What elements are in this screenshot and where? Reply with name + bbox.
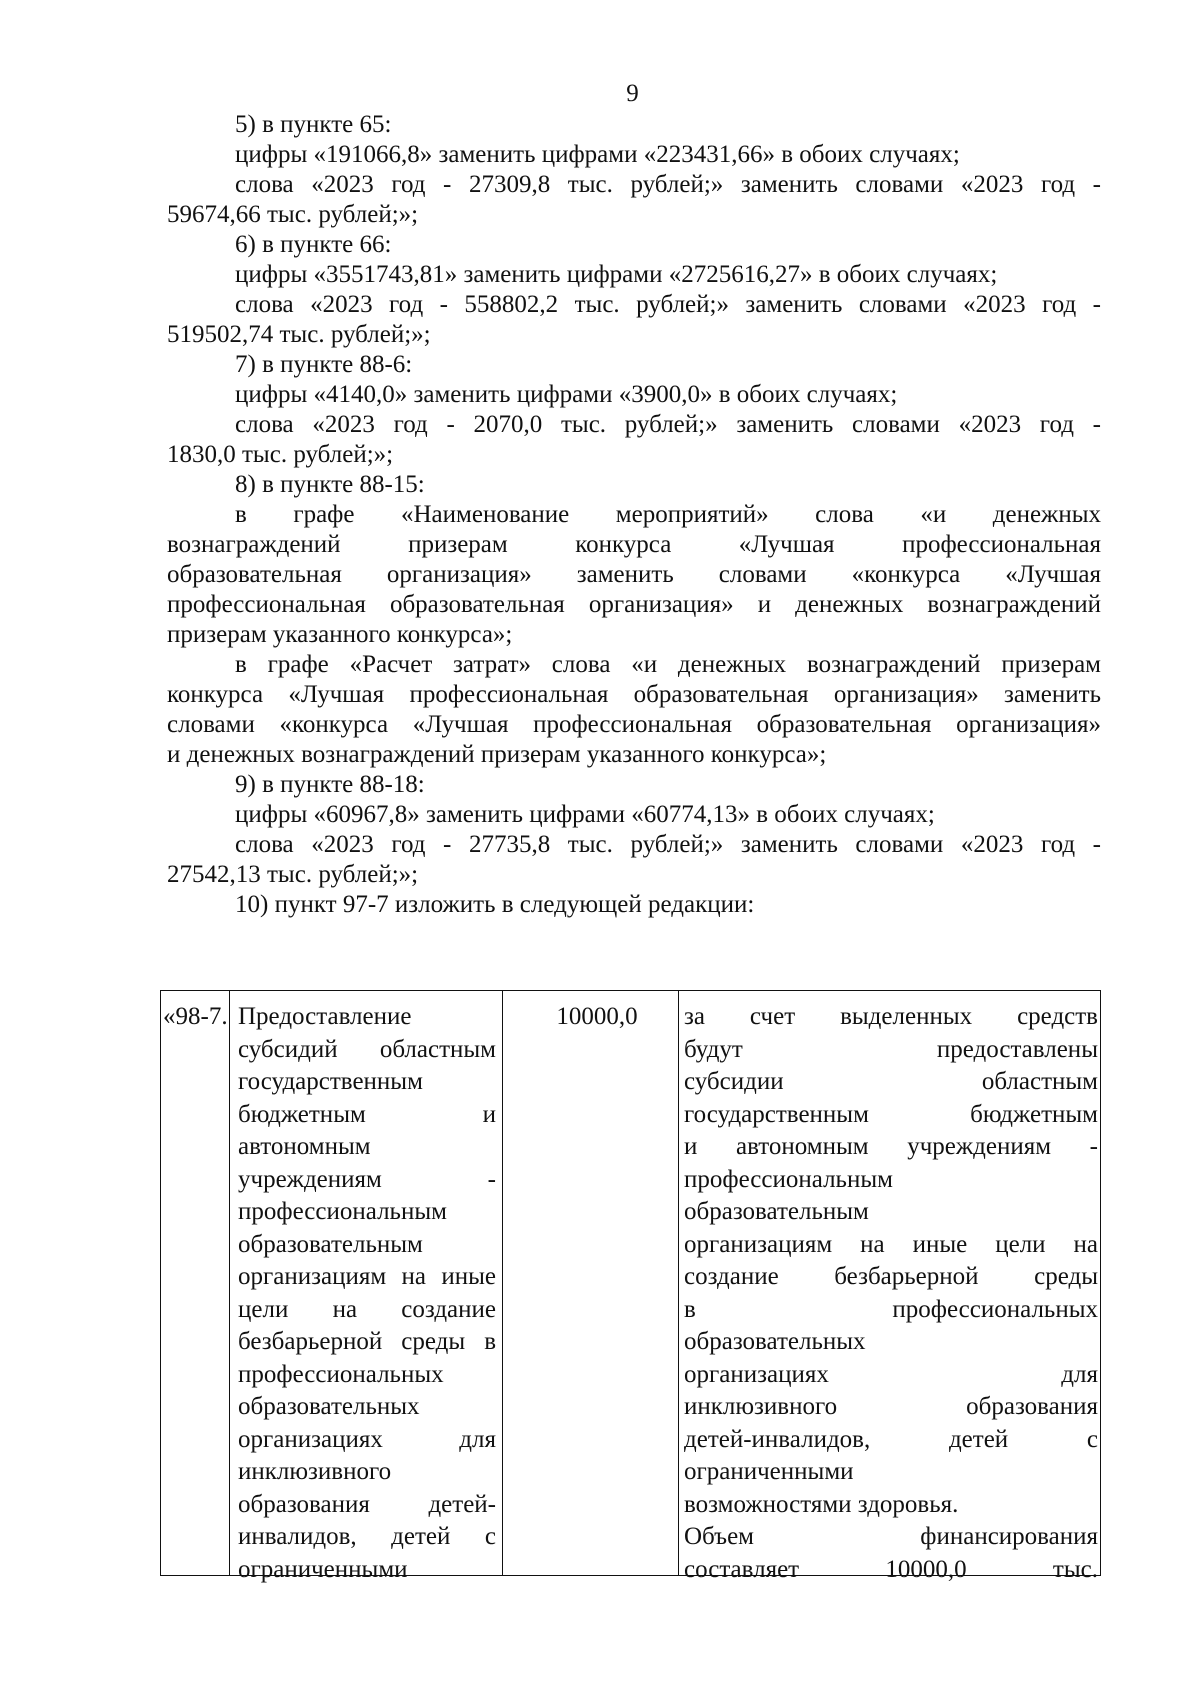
text-line: вознаграждений призерам конкурса «Лучшая профессиональная [167,531,1101,558]
text-line: цифры «4140,0» заменить цифрами «3900,0» в обоих случаях; [235,381,898,408]
text-line: слова «2023 год - 27735,8 тыс. рублей;» заменить словами «2023 год - [235,831,1101,858]
text-line: 59674,66 тыс. рублей;»; [167,201,419,228]
cell-line: возможностями здоровья. [684,1490,959,1518]
cell-line: профессиональным [238,1198,447,1225]
item-number: «98-7. [163,1003,228,1030]
text-line: словами «конкурса «Лучшая профессиональная образовательная организация» [167,711,1101,738]
text-line: слова «2023 год - 2070,0 тыс. рублей;» заменить словами «2023 год - [235,411,1101,438]
text-line: 7) в пункте 88-6: [235,351,413,378]
cell-line: образовательных [238,1393,420,1420]
text-line: 8) в пункте 88-15: [235,471,425,498]
text-line: 5) в пункте 65: [235,111,392,138]
cost-calculation-cell [684,1001,1098,1586]
cell-line: организациям на иные цели на [684,1230,1098,1258]
text-line: 27542,13 тыс. рублей;»; [167,861,419,888]
cell-line: государственным [238,1068,423,1095]
cell-line: будут предоставлены [684,1035,1098,1063]
cell-line: образовательных [684,1328,866,1355]
text-line: 6) в пункте 66: [235,231,392,258]
event-name-cell [238,1001,496,1586]
text-line: цифры «60967,8» заменить цифрами «60774,13» в обоих случаях; [235,801,935,828]
cell-line: детей-инвалидов, детей с [684,1425,1098,1453]
text-line: цифры «3551743,81» заменить цифрами «2725616,27» в обоих случаях; [235,261,998,288]
cell-line: за счет выделенных средств [684,1003,1098,1030]
table-divider [678,991,679,1575]
table-divider [502,991,503,1575]
cell-line: и автономным учреждениям - [684,1133,1098,1160]
amendment-table [160,990,1101,1583]
text-line: образовательная организация» заменить словами «конкурса «Лучшая [167,561,1101,588]
text-line: слова «2023 год - 558802,2 тыс. рублей;» заменить словами «2023 год - [235,291,1101,318]
item-number-cell [163,1001,227,1034]
text-line: 1830,0 тыс. рублей;»; [167,441,394,468]
text-line: цифры «191066,8» заменить цифрами «223431,66» в обоих случаях; [235,141,960,168]
cell-line: инклюзивного образования [684,1393,1098,1420]
text-line: конкурса «Лучшая профессиональная образовательная организация» заменить [167,681,1101,708]
cell-line: организациях для [684,1360,1098,1388]
cell-line: безбарьерной среды в [238,1328,496,1355]
cell-line: в профессиональных [684,1295,1098,1323]
text-line: профессиональная образовательная организация» и денежных вознаграждений [167,591,1101,618]
amount-cell [504,1001,676,1034]
cell-line: инклюзивного [238,1458,392,1485]
text-line: слова «2023 год - 27309,8 тыс. рублей;» заменить словами «2023 год - [235,171,1101,198]
cell-line: составляет 10000,0 тыс. [684,1555,1098,1583]
table-divider [229,991,230,1575]
text-line: в графе «Расчет затрат» слова «и денежных вознаграждений призерам [235,651,1101,678]
cell-line: организациях для [238,1425,496,1453]
cell-line: образования детей- [238,1490,496,1518]
text-line: в графе «Наименование мероприятий» слова «и денежных [235,501,1101,528]
text-line: 10) пункт 97-7 изложить в следующей редакции: [235,891,755,918]
cell-line: образовательным [238,1230,423,1258]
cell-line: ограниченными [684,1458,854,1485]
cell-line: учреждениям - [238,1165,496,1193]
text-line: 519502,74 тыс. рублей;»; [167,321,431,348]
cell-line: субсидии областным [684,1068,1098,1095]
text-line: 9) в пункте 88-18: [235,771,425,798]
cell-line: цели на создание [238,1295,496,1323]
cell-line: инвалидов, детей с [238,1523,496,1550]
cell-line: ограниченными [238,1555,408,1583]
cell-line: организациям на иные [238,1263,496,1290]
cell-line: Объем финансирования [684,1523,1098,1550]
document-body [167,110,1101,920]
cell-line: образовательным [684,1198,869,1225]
cell-line: автономным [238,1133,371,1160]
text-line: и денежных вознаграждений призерам указанного конкурса»; [167,741,827,768]
amount-value: 10000,0 [556,1003,638,1030]
cell-line: государственным бюджетным [684,1100,1098,1128]
text-line: призерам указанного конкурса»; [167,621,513,648]
cell-line: Предоставление [238,1003,412,1030]
cell-line: профессиональных [238,1360,444,1388]
page-number: 9 [626,80,639,107]
cell-line: создание безбарьерной среды [684,1263,1098,1290]
cell-line: бюджетным и [238,1100,496,1128]
cell-line: профессиональным [684,1165,893,1193]
cell-line: субсидий областным [238,1035,496,1063]
